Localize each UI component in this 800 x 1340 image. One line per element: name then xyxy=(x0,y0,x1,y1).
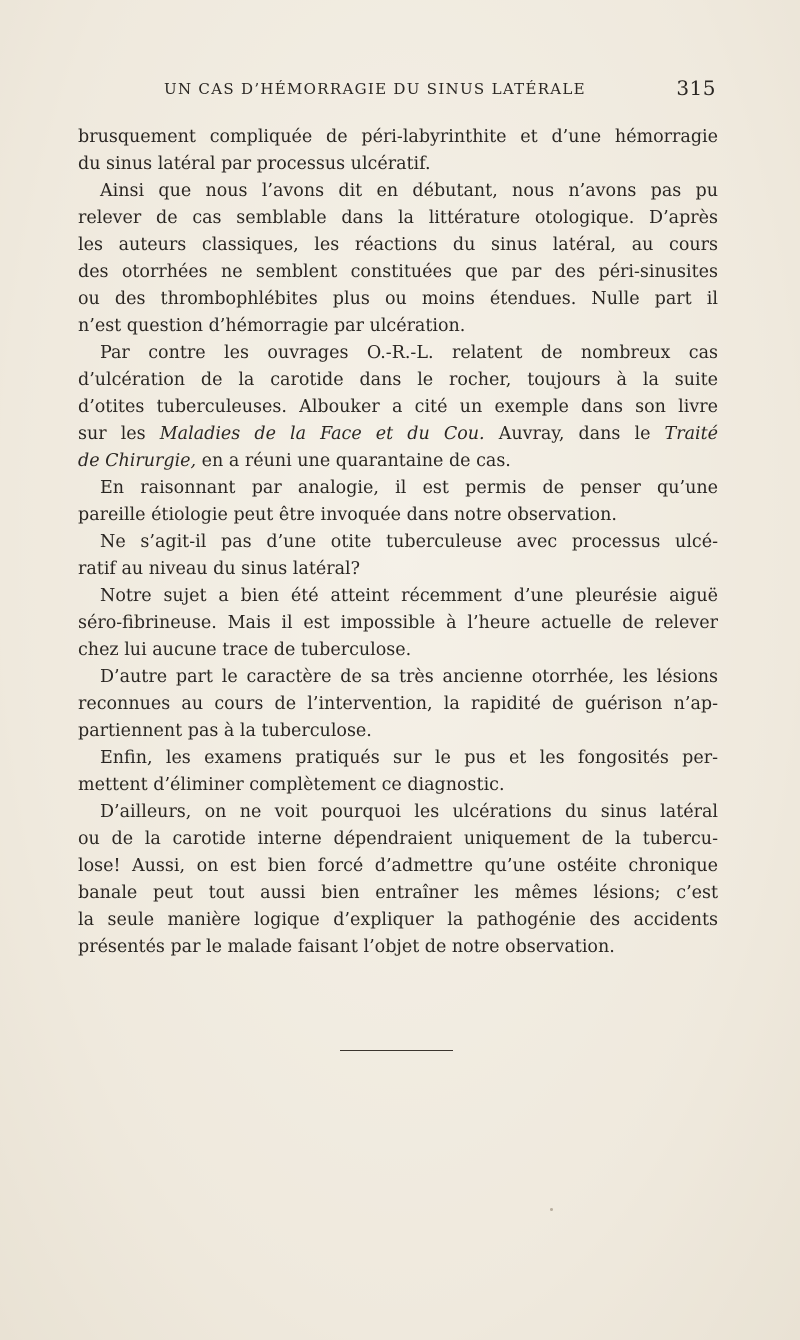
text-line: n’est question d’hémorragie par ulcération. xyxy=(78,316,466,336)
body-text xyxy=(78,124,718,961)
text-line: Notre sujet a bien été atteint récemment d’une pleurésie aiguë xyxy=(100,586,718,606)
text-line: de Chirurgie, en a réuni une quarantaine de cas. xyxy=(78,451,511,471)
text-line: Ne s’agit-il pas d’une otite tuberculeuse avec processus ulcé- xyxy=(100,532,718,552)
page-header xyxy=(78,74,716,106)
text-line: Ainsi que nous l’avons dit en débutant, nous n’avons pas pu xyxy=(100,181,718,201)
text-line: séro-fibrineuse. Mais il est impossible à l’heure actuelle de relever xyxy=(78,613,718,633)
page-number: 315 xyxy=(676,76,716,100)
text-line: D’autre part le caractère de sa très ancienne otorrhée, les lésions xyxy=(100,667,718,687)
text-line: ou des thrombophlébites plus ou moins étendues. Nulle part il xyxy=(78,289,718,309)
text-line: sur les Maladies de la Face et du Cou. Auvray, dans le Traité xyxy=(78,424,718,444)
text-line: pareille étiologie peut être invoquée dans notre observation. xyxy=(78,505,617,525)
text-line: les auteurs classiques, les réactions du sinus latéral, au cours xyxy=(78,235,718,255)
paper-speck xyxy=(550,1208,553,1211)
text-line: des otorrhées ne semblent constituées que par des péri-sinusites xyxy=(78,262,718,282)
text-line: D’ailleurs, on ne voit pourquoi les ulcérations du sinus latéral xyxy=(100,802,718,822)
text-line: brusquement compliquée de péri-labyrinthite et d’une hémorragie xyxy=(78,127,718,147)
text-line: présentés par le malade faisant l’objet de notre observation. xyxy=(78,937,615,957)
text-line: relever de cas semblable dans la littérature otologique. D’après xyxy=(78,208,718,228)
text-line: partiennent pas à la tuberculose. xyxy=(78,721,372,741)
text-line: En raisonnant par analogie, il est permis de penser qu’une xyxy=(100,478,718,498)
text-line: Enfin, les examens pratiqués sur le pus et les fongosités per- xyxy=(100,748,718,768)
text-line: chez lui aucune trace de tuberculose. xyxy=(78,640,412,660)
text-line: d’ulcération de la carotide dans le rocher, toujours à la suite xyxy=(78,370,718,390)
text-line: mettent d’éliminer complètement ce diagnostic. xyxy=(78,775,505,795)
text-line: d’otites tuberculeuses. Albouker a cité un exemple dans son livre xyxy=(78,397,718,417)
italic-book-title: Maladies de la Face et du Cou. xyxy=(159,424,485,444)
text-line: ou de la carotide interne dépendraient uniquement de la tubercu- xyxy=(78,829,718,849)
italic-treatise-title-cont: de Chirurgie, xyxy=(78,451,197,471)
italic-treatise-title: Traité xyxy=(664,424,718,444)
running-title: UN CAS D’HÉMORRAGIE DU SINUS LATÉRALE xyxy=(164,80,586,98)
text-line: reconnues au cours de l’intervention, la rapidité de guérison n’ap- xyxy=(78,694,718,714)
text-line: du sinus latéral par processus ulcératif. xyxy=(78,154,431,174)
text-line: la seule manière logique d’expliquer la pathogénie des accidents xyxy=(78,910,718,930)
text-line: ratif au niveau du sinus latéral? xyxy=(78,559,361,579)
text-line: lose! Aussi, on est bien forcé d’admettre qu’une ostéite chronique xyxy=(78,856,718,876)
text-line: banale peut tout aussi bien entraîner les mêmes lésions; c’est xyxy=(78,883,718,903)
text-line: Par contre les ouvrages O.-R.-L. relatent de nombreux cas xyxy=(100,343,718,363)
end-rule xyxy=(340,1050,453,1051)
